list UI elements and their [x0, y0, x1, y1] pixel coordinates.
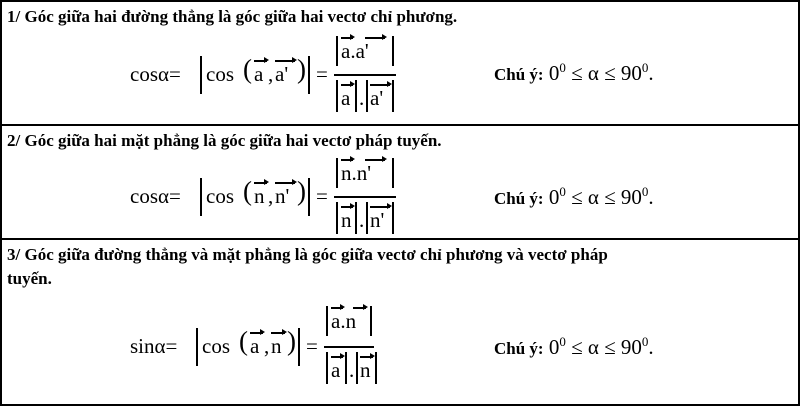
section-3-den1: a: [331, 358, 343, 383]
section-3-den2: n: [360, 358, 373, 383]
vector-1: n: [254, 184, 267, 209]
vector-1: a: [254, 62, 267, 87]
right-paren: ): [297, 54, 306, 84]
section-1-func: cos: [206, 62, 234, 86]
section-2-heading: 2/ Góc giữa hai mặt phẳng là góc giữa hai vectơ pháp tuyến.: [7, 131, 442, 150]
section-3-func: cos: [202, 334, 230, 358]
section-1-heading: 1/ Góc giữa hai đường thẳng là góc giữa hai vectơ chỉ phương.: [7, 7, 458, 26]
section-1-note: Chú ý: $0^0 \le \alpha \le 90^0$.: [494, 60, 654, 85]
section-1-den1: a: [341, 86, 353, 111]
right-paren: ): [297, 176, 306, 206]
section-3-heading-cont: tuyến.: [7, 269, 52, 288]
right-paren: ): [287, 326, 296, 356]
left-paren: (: [239, 326, 248, 356]
section-3: [2, 238, 798, 406]
section-2: [2, 124, 798, 240]
section-2-note: Chú ý: $0^0 \le \alpha \le 90^0$.: [494, 184, 654, 209]
section-3-heading: 3/ Góc giữa đường thẳng và mặt phẳng là góc giữa vectơ chỉ phương và vectơ pháp: [7, 245, 608, 264]
vector-1: a: [250, 334, 263, 359]
section-2-lhs: cosα=: [130, 184, 181, 208]
section-3-note: Chú ý: $0^0 \le \alpha \le 90^0$.: [494, 334, 654, 359]
section-2-den1: n: [341, 208, 352, 232]
left-paren: (: [243, 54, 252, 84]
section-1-den2: a': [370, 86, 390, 111]
section-3-numerator: a.n: [331, 309, 371, 334]
section-1-lhs: cosα=: [130, 62, 181, 86]
section-2-func: cos: [206, 184, 234, 208]
section-2-den2: n': [370, 208, 390, 233]
section-2-numerator: n.n': [341, 161, 391, 186]
section-2-formula: cosα= cos ( n , n' ) = n.n' n . n': [130, 156, 400, 238]
vector-2: n': [275, 184, 295, 209]
vector-2: a': [275, 62, 295, 87]
section-3-lhs: sinα=: [130, 334, 178, 358]
vector-2: n: [271, 334, 285, 359]
section-1-formula: cosα= cos ( a , a' ) = a.a' a . a': [130, 36, 400, 122]
section-1-numerator: a.a': [341, 39, 391, 64]
section-3-formula: sinα= cos ( a , n ) = a.n a . n: [130, 302, 400, 396]
section-1: [2, 2, 798, 124]
left-paren: (: [243, 176, 252, 206]
